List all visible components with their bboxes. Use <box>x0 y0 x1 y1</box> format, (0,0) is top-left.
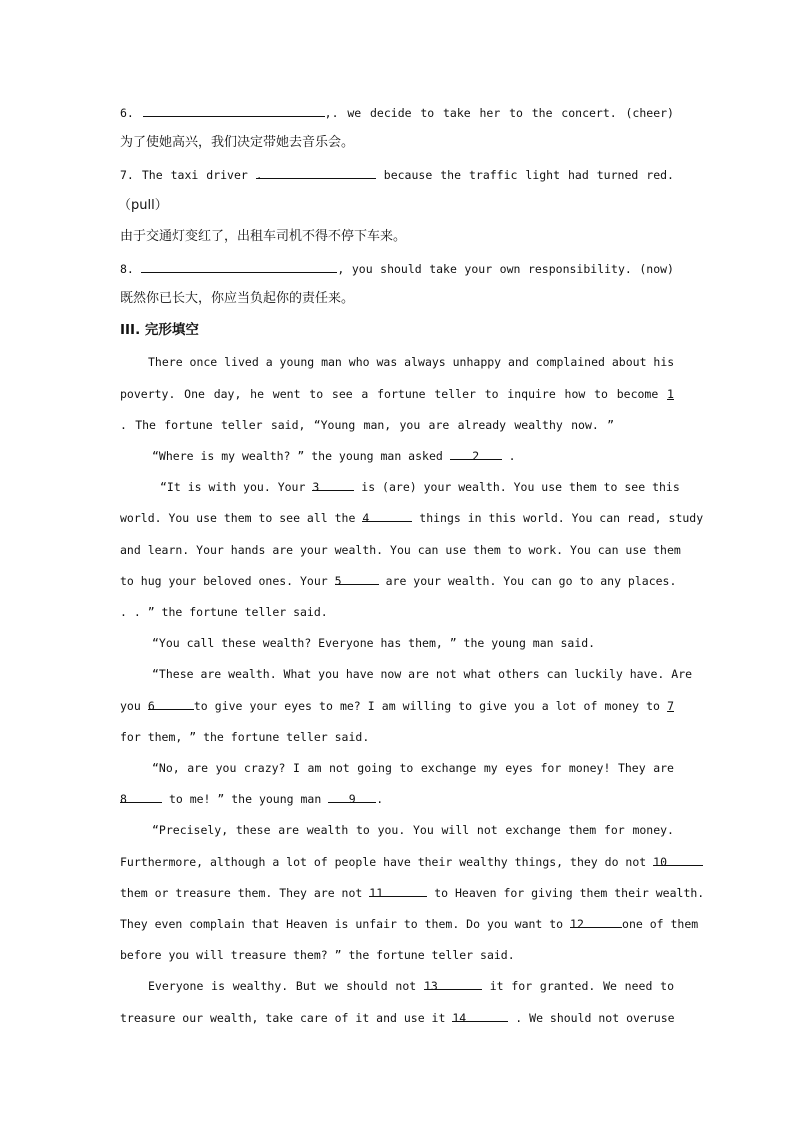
blank-number-14[interactable] <box>452 1010 508 1025</box>
passage-line <box>120 386 674 402</box>
passage-line <box>148 978 674 994</box>
blank-number-9[interactable] <box>328 791 376 806</box>
blank-number-11[interactable] <box>369 885 427 900</box>
sentence-text: because the traffic light had turned red. <box>383 168 674 182</box>
passage-line <box>120 791 674 807</box>
passage-line: “These are wealth. What you have now are not what others can luckily have. Are <box>152 667 693 681</box>
blank-number-10[interactable] <box>653 854 703 869</box>
passage-text: them or treasure them. They are not <box>120 886 363 900</box>
passage-text: . We should not overuse <box>515 1011 675 1025</box>
blank-number-2[interactable] <box>450 448 502 463</box>
hint-word: （pull） <box>118 198 168 213</box>
blank-label: 12 <box>570 917 584 931</box>
answer-blank[interactable] <box>143 105 325 117</box>
passage-line: “No, are you crazy? I am not going to exchange my eyes for money! They are <box>152 761 674 775</box>
passage-line: There once lived a young man who was always unhappy and complained about his <box>148 355 675 369</box>
blank-number-8[interactable] <box>120 791 162 806</box>
exercise-7-translation: 由于交通灯变红了，出租车司机不得不停下车来。 <box>120 229 407 244</box>
passage-text: one of them <box>622 917 699 931</box>
blank-label: 11 <box>369 886 384 900</box>
passage-line: and learn. Your hands are your wealth. You can use them to work. You can use them <box>120 543 681 557</box>
passage-text: to me! ” the young man <box>168 792 322 806</box>
hint-word: (cheer) <box>625 106 674 120</box>
blank-label: 2 <box>472 449 480 463</box>
passage-text: . <box>508 449 516 463</box>
sentence-text: , you should take your own responsibility. <box>337 262 632 276</box>
passage-text: to Heaven for giving them their wealth. <box>434 886 705 900</box>
exercise-8-translation: 既然你已长大，你应当负起你的责任来。 <box>120 291 355 306</box>
passage-line <box>120 916 699 932</box>
passage-text: is (are) your wealth. You use them to see this <box>361 480 680 494</box>
passage-text: They even complain that Heaven is unfair to them. Do you want to <box>120 917 564 931</box>
exercise-number: 6. <box>120 106 134 120</box>
passage-text: poverty. One day, he went to see a fortune teller to inquire how to become <box>120 387 659 401</box>
passage-text: “Where is my wealth? ” the young man asked <box>152 449 443 463</box>
answer-blank[interactable] <box>141 261 337 273</box>
passage-text: . <box>376 792 384 806</box>
blank-number-5[interactable] <box>334 573 379 588</box>
blank-number-13[interactable] <box>423 978 482 993</box>
passage-text: Everyone is wealthy. But we should not <box>148 979 417 993</box>
blank-label: 13 <box>423 979 438 993</box>
passage-line <box>120 1010 674 1026</box>
passage-text: things in this world. You can read, study <box>419 511 704 525</box>
blank-label: 10 <box>653 855 667 869</box>
passage-text: Furthermore, although a lot of people have their wealthy things, they do not <box>120 855 647 869</box>
passage-text: it for granted. We need to <box>489 979 674 993</box>
blank-number-6[interactable] <box>147 698 194 713</box>
passage-line <box>152 448 674 464</box>
exercise-6-translation: 为了使她高兴，我们决定带她去音乐会。 <box>120 135 355 150</box>
passage-line: . The fortune teller said, “Young man, you are already wealthy now. ” <box>120 418 614 432</box>
blank-label: 5 <box>334 574 342 588</box>
blank-number-12[interactable] <box>570 916 622 931</box>
hint-word: (now) <box>639 262 674 276</box>
exercise-8-line <box>120 261 674 277</box>
blank-number-7: 7 <box>667 699 674 713</box>
passage-line: “You call these wealth? Everyone has them, ” the young man said. <box>152 636 596 650</box>
blank-label: 4 <box>362 511 370 525</box>
passage-line: before you will treasure them? ” the fortune teller said. <box>120 948 515 962</box>
blank-label: 3 <box>312 480 320 494</box>
answer-blank[interactable] <box>255 167 376 182</box>
blank-mark: . <box>255 168 263 182</box>
passage-line: . . ” the fortune teller said. <box>120 605 328 619</box>
passage-text: treasure our wealth, take care of it and use it <box>120 1011 446 1025</box>
passage-text: to hug your beloved ones. Your <box>120 574 328 588</box>
exercise-number: 8. <box>120 262 134 276</box>
blank-label: 9 <box>348 792 356 806</box>
blank-label: 6 <box>147 699 155 713</box>
punctuation: ,. <box>324 106 339 120</box>
exercise-number: 7. <box>120 168 134 182</box>
blank-number-4[interactable] <box>362 510 412 525</box>
passage-text: to give your eyes to me? I am willing to give you a lot of money to <box>193 699 660 713</box>
passage-line: for them, ” the fortune teller said. <box>120 730 370 744</box>
exercise-6-line <box>120 105 674 121</box>
passage-line <box>120 854 674 870</box>
sentence-text: we decide to take her to the concert. <box>347 106 617 120</box>
blank-number-1: 1 <box>667 387 674 401</box>
passage-line <box>120 885 705 901</box>
blank-label: 14 <box>452 1011 467 1025</box>
passage-line <box>160 479 680 495</box>
passage-text: are your wealth. You can go to any places. <box>385 574 677 588</box>
passage-line: “Precisely, these are wealth to you. You will not exchange them for money. <box>152 823 674 837</box>
passage-text: you <box>120 699 141 713</box>
passage-line <box>120 573 677 589</box>
blank-number-3[interactable] <box>312 479 354 494</box>
passage-text: world. You use them to see all the <box>120 511 356 525</box>
passage-line <box>120 698 674 714</box>
section-heading: III. 完形填空 <box>120 322 199 338</box>
passage-text: “It is with you. Your <box>160 480 306 494</box>
blank-label: 8 <box>120 792 127 806</box>
sentence-text: The taxi driver <box>141 168 248 182</box>
exercise-7-line <box>120 167 674 183</box>
passage-line <box>120 510 704 526</box>
